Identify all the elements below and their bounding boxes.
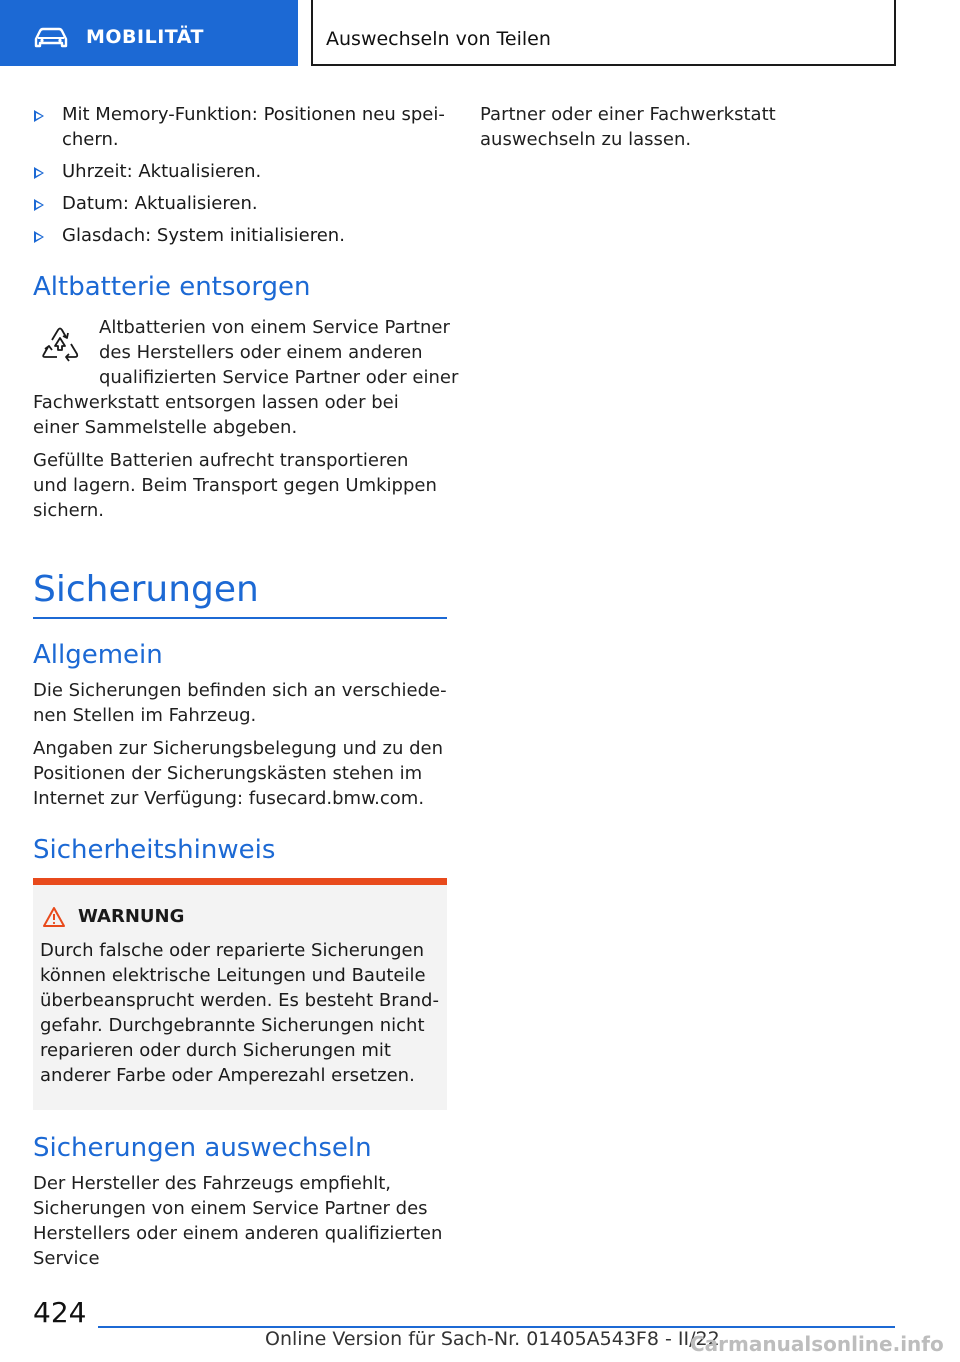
altbatterie-para-rest: Fachwerkstatt entsorgen lassen oder bei einer Sammelstelle abgeben. (33, 392, 399, 438)
page-number: 424 (33, 1296, 87, 1329)
recycle-icon (33, 320, 87, 374)
triangle-bullet-icon (34, 199, 44, 211)
heading-divider (33, 617, 447, 619)
heading-allgemein: Allgemein (33, 640, 163, 670)
list-item: Datum: Aktualisieren. (33, 191, 447, 216)
footer-online-version: Online Version für Sach-Nr. 01405A543F8 - II/22 (265, 1328, 720, 1350)
heading-sicherheitshinweis: Sicherheitshinweis (33, 835, 276, 865)
auswechseln-para-continued: Partner oder einer Fachwerkstatt auswechseln zu lassen. (480, 104, 776, 150)
allgemein-para-1: Die Sicherungen befinden sich an verschiedenen Stellen im Fahrzeug. (33, 680, 447, 726)
triangle-bullet-icon (34, 167, 44, 179)
list-item: Mit Memory-Funktion: Positionen neu speichern. (33, 102, 447, 152)
heading-altbatterie: Altbatterie entsorgen (33, 272, 311, 302)
warning-bar (33, 878, 447, 885)
allgemein-para-2: Angaben zur Sicherungsbelegung und zu den Positionen der Sicherungskästen stehen im Internet zur Verfügung: fusecard.bmw.com. (33, 738, 444, 809)
chapter-title: MOBILITÄT (86, 26, 204, 48)
step-list (33, 102, 447, 255)
warning-triangle-icon (42, 906, 66, 928)
warning-text: Durch falsche oder reparierte Sicherungen können elektrische Leitungen und Bauteile überbeansprucht werden. Es besteht Brandgefahr. Durchgebrannte Sicherungen nicht reparieren oder durch Sicherungen mit anderer Farbe oder Amperezahl ersetzen. (40, 940, 439, 1086)
list-item: Uhrzeit: Aktualisieren. (33, 159, 447, 184)
car-icon (33, 27, 69, 49)
heading-sicherungen: Sicherungen (33, 569, 259, 610)
triangle-bullet-icon (34, 231, 44, 243)
altbatterie-para-2: Gefüllte Batterien aufrecht transportieren und lagern. Beim Transport gegen Umkippen sichern. (33, 450, 437, 521)
warning-title: WARNUNG (78, 906, 185, 927)
altbatterie-para-indented: Altbatterien von einem Service Partner des Herstellers oder einem anderen qualifizierten Service Partner oder einer (99, 317, 459, 388)
triangle-bullet-icon (34, 110, 44, 122)
auswechseln-para: Der Hersteller des Fahrzeugs empfiehlt, Sicherungen von einem Service Partner des Herstellers oder einem anderen qualifizierten Service (33, 1173, 443, 1269)
warning-box (33, 878, 447, 1110)
heading-sicherungen-auswechseln: Sicherungen auswechseln (33, 1133, 372, 1163)
list-item: Glasdach: System initialisieren. (33, 223, 447, 248)
section-title: Auswechseln von Teilen (326, 28, 551, 50)
watermark: Carmanualsonline.info (690, 1332, 944, 1356)
